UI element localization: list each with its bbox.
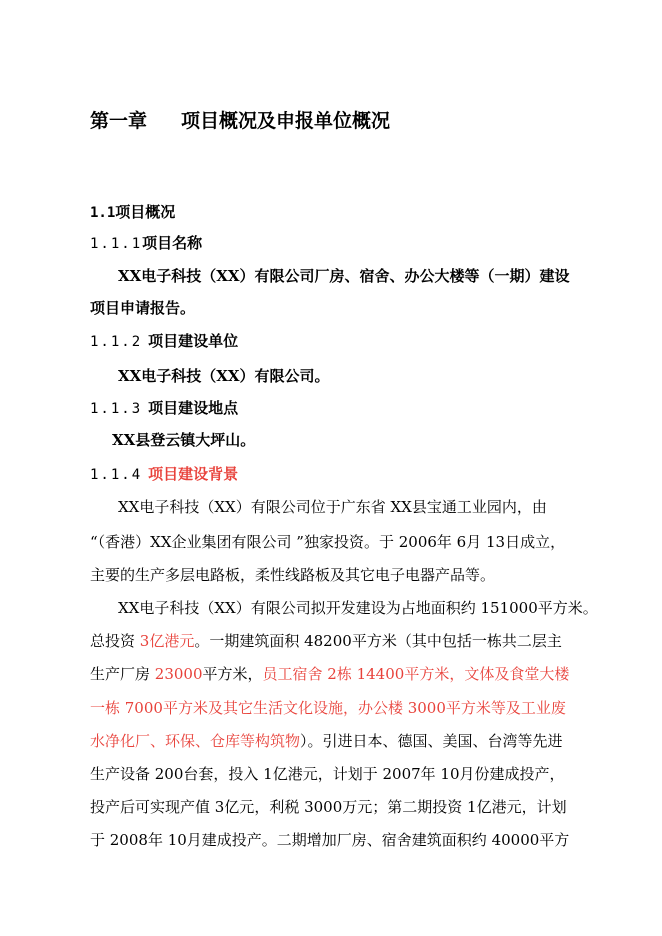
highlight-run: 水净化厂、环保、仓库等构筑物 — [90, 732, 301, 750]
background-p2-line-7: 投产后可实现产值 3亿元，利税 3000万元；第二期投资 1亿港元，计划 — [90, 798, 567, 816]
subsection-heading-1-1-2 — [90, 331, 238, 352]
subsection-title: 项目建设地点 — [148, 399, 239, 417]
chapter-heading — [90, 108, 390, 134]
background-p2-line-8: 于 2008年 10月建成投产。二期增加厂房、宿舍建筑面积约 40000平方 — [90, 831, 570, 849]
subsection-heading-1-1-4 — [90, 464, 238, 485]
text-run: 。一期建筑面积 48200平方米（其中包括一栋共二层主 — [194, 632, 562, 650]
background-p1-line-3: 主要的生产多层电路板，柔性线路板及其它电子电器产品等。 — [90, 566, 496, 584]
construction-site: XX县登云镇大坪山。 — [112, 431, 256, 449]
subsection-number: 1.1.2 — [90, 334, 143, 350]
text-run: ）。引进日本、德国、美国、台湾等先进 — [300, 732, 563, 750]
text-run: 总投资 — [90, 632, 140, 650]
background-p2-line-1: XX电子科技（XX）有限公司拟开发建设为占地面积约 151000平方米。 — [118, 599, 598, 617]
construction-unit: XX电子科技（XX）有限公司。 — [118, 367, 330, 385]
highlight-run: 23000 — [154, 665, 203, 683]
section-title: 项目概况 — [115, 203, 176, 221]
text-run: 生产厂房 — [90, 665, 155, 683]
subsection-number: 1.1.3 — [90, 401, 143, 417]
chapter-label: 第一章 — [90, 110, 148, 132]
subsection-title: 项目建设背景 — [148, 465, 239, 483]
background-p1-line-1: XX电子科技（XX）有限公司位于广东省 XX县宝通工业园内，由 — [118, 498, 547, 516]
project-name-line-2: 项目申请报告。 — [90, 299, 196, 317]
project-name-line-1: XX电子科技（XX）有限公司厂房、宿舍、办公大楼等（一期）建设 — [118, 267, 570, 285]
background-p2-line-3 — [90, 664, 569, 684]
background-p2-line-4: 一栋 7000平方米及其它生活文化设施，办公楼 3000平方米等及工业废 — [90, 699, 566, 717]
highlight-run: 员工宿舍 2栋 14400平方米，文体及食堂大楼 — [262, 665, 570, 683]
background-p2-line-2 — [90, 631, 562, 651]
background-p1-line-2: “（香港）XX企业集团有限公司 ”独家投资。于 2006年 6月 13日成立， — [90, 533, 566, 551]
subsection-heading-1-1-1 — [90, 233, 202, 254]
background-p2-line-6: 生产设备 200台套，投入 1亿港元，计划于 2007年 10月份建成投产， — [90, 765, 565, 783]
section-heading-1-1 — [90, 202, 175, 223]
background-p2-line-5 — [90, 731, 563, 751]
subsection-number: 1.1.1 — [90, 236, 143, 252]
total-investment: 3亿港元 — [139, 632, 195, 650]
subsection-number: 1.1.4 — [90, 467, 143, 483]
subsection-title: 项目建设单位 — [148, 332, 239, 350]
subsection-title: 项目名称 — [142, 234, 203, 252]
section-number: 1.1 — [90, 205, 116, 221]
chapter-title: 项目概况及申报单位概况 — [181, 110, 391, 132]
subsection-heading-1-1-3 — [90, 398, 238, 419]
text-run: 平方米， — [202, 665, 263, 683]
